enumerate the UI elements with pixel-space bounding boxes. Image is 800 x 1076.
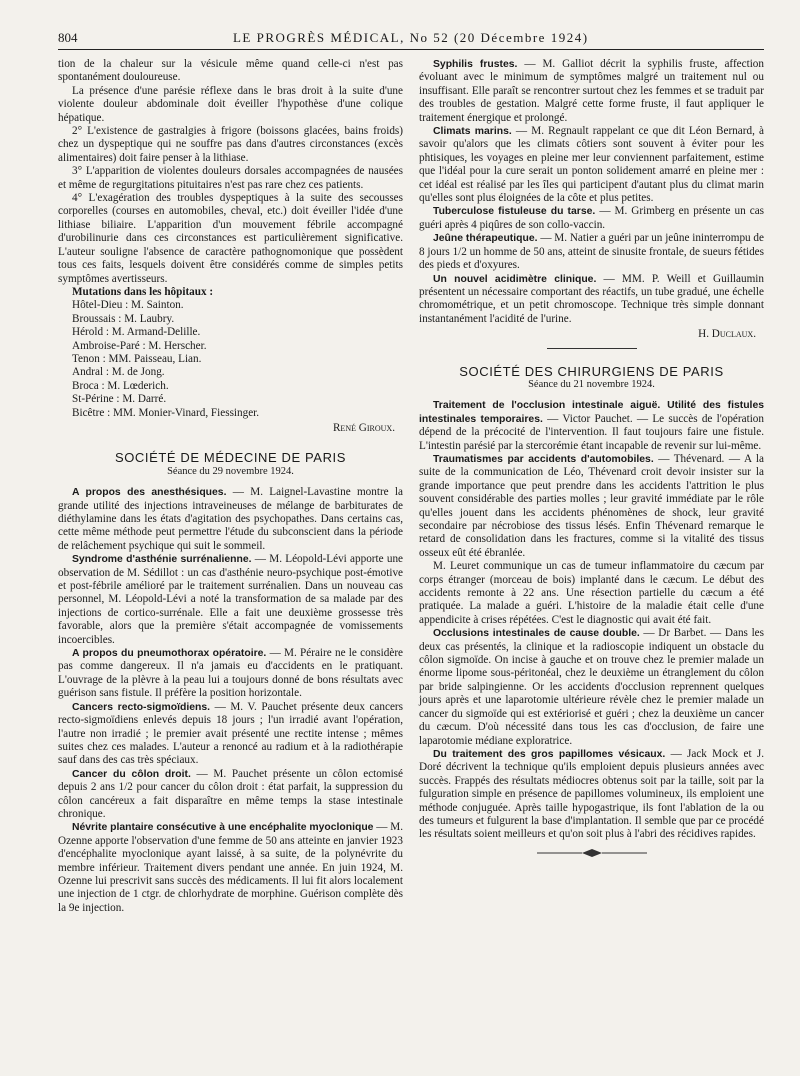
entry-heading: Un nouvel acidimètre clinique. — [433, 273, 597, 285]
entry — [419, 748, 764, 842]
header-rule — [58, 49, 764, 50]
mutation-row: St-Périne : M. Darré. — [72, 393, 167, 406]
entry-body: — M. Galliot décrit la syphilis fruste, affection évoluant avec le minimum de symptômes malgré un traitement nul ou insuffisant. Elle paraît se rencontrer surtout chez les femmes et se traduit par des troubles de gestation. Malgré cette forme fruste, il faut appliquer le traitement énergique et prolongé. — [419, 58, 764, 124]
columns — [58, 58, 764, 915]
page-header — [58, 30, 764, 46]
mutation-row: Broca : M. Lœderich. — [72, 379, 169, 392]
entry-heading: Occlusions intestinales de cause double. — [433, 628, 640, 640]
entry-body: — M. Ozenne apporte l'observation d'une femme de 50 ans atteinte en janvier 1923 d'encéphalite myoclonique ayant laissé, à sa suite, de la polynévrite du membre inférieur. Traitement divers pendant une année. En juin 1924, M. Ozenne lui prescrivit sans succès des médicaments. Il lui fit alors localement une injection de 1 ctgr. de chlorhydrate de morphine. Guérison complète dès la 9e injection. — [58, 821, 403, 914]
mutation-row: Tenon : MM. Paisseau, Lian. — [72, 352, 202, 365]
entry — [58, 768, 403, 822]
entry-body: — M. Regnault rappelant ce que dit Léon Bernard, à savoir qu'alors que les climats côtiers sont souvent à éviter pour les phtisiques, les voyages en pleine mer leur conviennent parfaitement, estime que l'idéal pour la cure serait un ponton solidement amarré en pleine mer : cet idéal est réalisé par les îles qui participent d'autant plus du climat marin qu'elles sont plus éloignées de la côte et plus petites. — [419, 125, 764, 205]
entry — [419, 58, 764, 125]
section-title: SOCIÉTÉ DES CHIRURGIENS DE PARIS — [459, 363, 724, 379]
right-column — [419, 58, 764, 915]
entry-body: — M. Pauchet présente un côlon ectomisé depuis 2 ans 1/2 pour cancer du côlon droit : état parfait, la suppression du côlon cancéreux a fait disparaître en même temps la stase intestinale chronique. — [58, 767, 403, 820]
mutation-row: Broussais : M. Laubry. — [72, 312, 175, 325]
entry — [58, 486, 403, 553]
entry-heading: Jeûne thérapeutique. — [433, 233, 538, 245]
entry — [58, 821, 403, 915]
entry-heading: Névrite plantaire consécutive à une encéphalite myoclonique — [72, 822, 374, 834]
seance-date: Séance du 21 novembre 1924. — [528, 378, 655, 390]
left-column — [58, 58, 403, 915]
entry-heading: Traumatismes par accidents d'automobiles. — [433, 453, 654, 465]
entry-body: — Dr Barbet. — Dans les deux cas présentés, la clinique et la radioscopie indiquent un obstacle du côlon sigmoïde. On incise à gauche et on trouve chez le premier malade un énorme lipome sous-péritonéal, chez le deuxième un étranglement du côlon par bride salpingienne. Or les accidents d'occlusion reprennent quelques jours après et une laparotomie ultérieure révèle chez le premier malade un cancer du sigmoïde qui est extériorisé et guéri ; chez la deuxième un cancer du cæcum. D'où nécessité dans tous les cas d'occlusion, de faire une laparotomie médiane exploratrice. — [419, 627, 765, 747]
paragraph: 3° L'apparition de violentes douleurs dorsales accompagnées de nausées et même de regurgitations pituitaires n'est pas rare chez ces patients. — [58, 165, 403, 191]
entry-heading: Cancers recto-sigmoïdiens. — [72, 701, 211, 713]
entry-heading: Syphilis frustes. — [433, 59, 518, 70]
seance-date: Séance du 29 novembre 1924. — [167, 465, 294, 477]
entry — [419, 453, 764, 560]
entry-heading: Syndrome d'asthénie surrénalienne. — [72, 554, 252, 566]
mutation-row: Andral : M. de Jong. — [72, 366, 165, 379]
entry-heading: A propos des anesthésiques. — [72, 487, 227, 499]
entry-body: — M. Laignel-Lavastine montre la grande utilité des injections intraveineuses de mélange de barbiturates de diéthylamine dans les états d'agitation des psychopathes. Dans certains cas, cette même méthode peut permettre l'étude du subconscient dans la période de relâchement psychique qui suit le sommeil. — [58, 486, 404, 552]
paragraph: tion de la chaleur sur la vésicule même quand celle-ci n'est pas spontanément douloureuse. — [58, 58, 403, 84]
paragraph: La présence d'une parésie réflexe dans le bras droit à la suite d'une violente douleur abdominale doit éveiller l'hypothèse d'une colique hépatique. — [58, 84, 403, 124]
mutation-row: Hérold : M. Armand-Delille. — [72, 326, 201, 339]
entry — [419, 125, 764, 205]
mutations-title: Mutations dans les hôpitaux : — [72, 285, 214, 298]
entry-heading: Traitement de l'occlusion intestinale aiguë. Utilité des fistules intestinales temporaires. — [419, 400, 764, 425]
paragraph: 4° L'exagération des troubles dyspeptiques à la suite des secousses corporelles (courses en automobiles, cheval, etc.) doit éveiller l'idée d'une lithiase biliaire. L'apparition d'un mouvement fébrile accompagné d'urobilinurie dans ces circonstances est particulièrement significative. L'auteur souligne l'absence de caractère pathognomonique que possèdent tous ces faits, lesquels doivent être considérés comme de simples petits symptômes avertisseurs. — [58, 192, 403, 285]
entry — [58, 701, 403, 768]
journal-title: LE PROGRÈS MÉDICAL, No 52 (20 Décembre 1924) — [232, 30, 589, 45]
entry — [58, 553, 403, 647]
section-title: SOCIÉTÉ DE MÉDECINE DE PARIS — [114, 450, 347, 466]
paragraph: 2° L'existence de gastralgies à frigore (boissons glacées, bains froids) chez un dyspeptique qui ne souffre pas dans d'autres circonstances (excès alimentaires) doit faire penser à la lithiase. — [58, 125, 403, 164]
entry-body: — M. V. Pauchet présente deux cancers recto-sigmoïdiens enlevés depuis 18 jours ; l'un irradié avant l'opération, l'autre non irradié ; le premier avait présenté une rectite intense ; mêmes suites chez ces malades. L'auteur a renoncé au radium et à la radiothérapie sauf dans des cas très spéciaux. — [58, 700, 403, 767]
entry-body: — Thévenard. — A la suite de la communication de Léo, Thévenard croit devoir insister sur la grande importance que peut prendre dans les accidents l'attrition le plus souvent considérable des parties molles ; leur gravité immédiate par le rôle qu'elles jouent dans les accidents phénomènes de shock, leur gravité secondaire par nécrobiose des tissus lésés. Enfin Thévenard remarque le retard de consolidation dans les fractures, comme si la vitalité des tissus osseux eût été ébranlée. — [419, 452, 764, 559]
entry-body: — Jack Mock et J. Doré décrivent la technique qu'ils emploient depuis plusieurs années avec succès. Frappés des résultats médiocres obtenus soit par la taille, soit par la fulguration simple en présence de papillomes volumineux, ils emploient une méthode conjuguée. Après taille hypogastrique, ils font l'ablation de la ou des tumeurs et fulgurent la base d'implantation. Il semble que par ce procédé les résultats soient meilleurs et qu'on soit plus à l'abri des récidives rapides. — [419, 747, 764, 841]
mutation-row: Hôtel-Dieu : M. Sainton. — [72, 299, 184, 312]
entry — [419, 560, 764, 627]
entry — [419, 627, 764, 748]
entry-heading: Cancer du côlon droit. — [72, 768, 191, 780]
entry-heading: Climats marins. — [433, 126, 512, 138]
entry — [58, 647, 403, 701]
entry-body: — Victor Pauchet. — Le succès de l'opération dépend de la précocité de l'intervention. Il faut toujours faire une fistule. L'intestin parésié par la stercorémie étant incapable de revenir sur lui-même. — [419, 412, 764, 452]
entry-heading: Tuberculose fistuleuse du tarse. — [433, 206, 596, 218]
entry-body: — M. Natier a guéri par un jeûne ininterrompu de 8 jours 1/2 un homme de 50 ans, atteint de sinusite frontale, de sueurs fétides des pieds et d'oxyures. — [419, 232, 764, 272]
entry — [419, 232, 764, 272]
entry-body: — M. Léopold-Lévi apporte une observation de M. Sédillot : un cas d'asthénie neuro-psychique post-émotive et post-fébrile amélioré par le traitement surrénalien. Dans un nouveau cas personnel, M. Léopold-Lévi a noté la transformation de sa malade par des injections de cortico-surrénale. Elle a fait une deuxième grossesse très favorable, alors que la première s'était accompagnée de vomissements incoercibles. — [58, 553, 403, 646]
mutation-row: Ambroise-Paré : M. Herscher. — [72, 339, 207, 352]
entry — [419, 273, 764, 327]
mutation-row: Bicêtre : MM. Monier-Vinard, Fiessinger. — [72, 406, 260, 419]
entry-heading: Du traitement des gros papillomes vésicaux. — [433, 748, 666, 760]
end-ornament — [419, 848, 764, 861]
entry-body: — M. Péraire ne le considère pas comme dangereux. Il n'a jamais eu d'accidents en le pratiquant. L'ouvrage de la plèvre à la peau lui a toujours donné de bons résultats avec guérison sans fistule. Il préfère la position horizontale. — [58, 647, 404, 700]
author-signature: H. Duclaux. — [698, 328, 756, 341]
page-number: 804 — [58, 30, 78, 45]
entry-body: M. Leuret communique un cas de tumeur inflammatoire du cæcum par corps étranger (morceau de bois) implanté dans le cæcum. Le début des accidents remonte à 22 ans. Une résection partielle du cæcum a été pratiquée. La malade a guéri. L'histoire de la maladie était celle d'une appendicite à crises répétées. C'est le diagnostic qui avait été fait. — [419, 560, 764, 626]
entry — [419, 399, 764, 453]
entry-heading: A propos du pneumothorax opératoire. — [72, 648, 267, 660]
entry — [419, 205, 764, 232]
entry-body: — M. Grimberg en présente un cas guéri après 4 piqûres de son collo-vaccin. — [419, 205, 765, 231]
entry-body: — MM. P. Weill et Guillaumin présentent un nécessaire comportant des réactifs, un tube gradué, une échelle chromométrique, et un petit chromoscope. Technique très simple donnant instantanément l'acidité de l'urine. — [419, 272, 764, 325]
ornament-rule-icon — [537, 848, 647, 858]
author-signature: René Giroux. — [332, 421, 395, 434]
section-divider — [547, 348, 637, 349]
